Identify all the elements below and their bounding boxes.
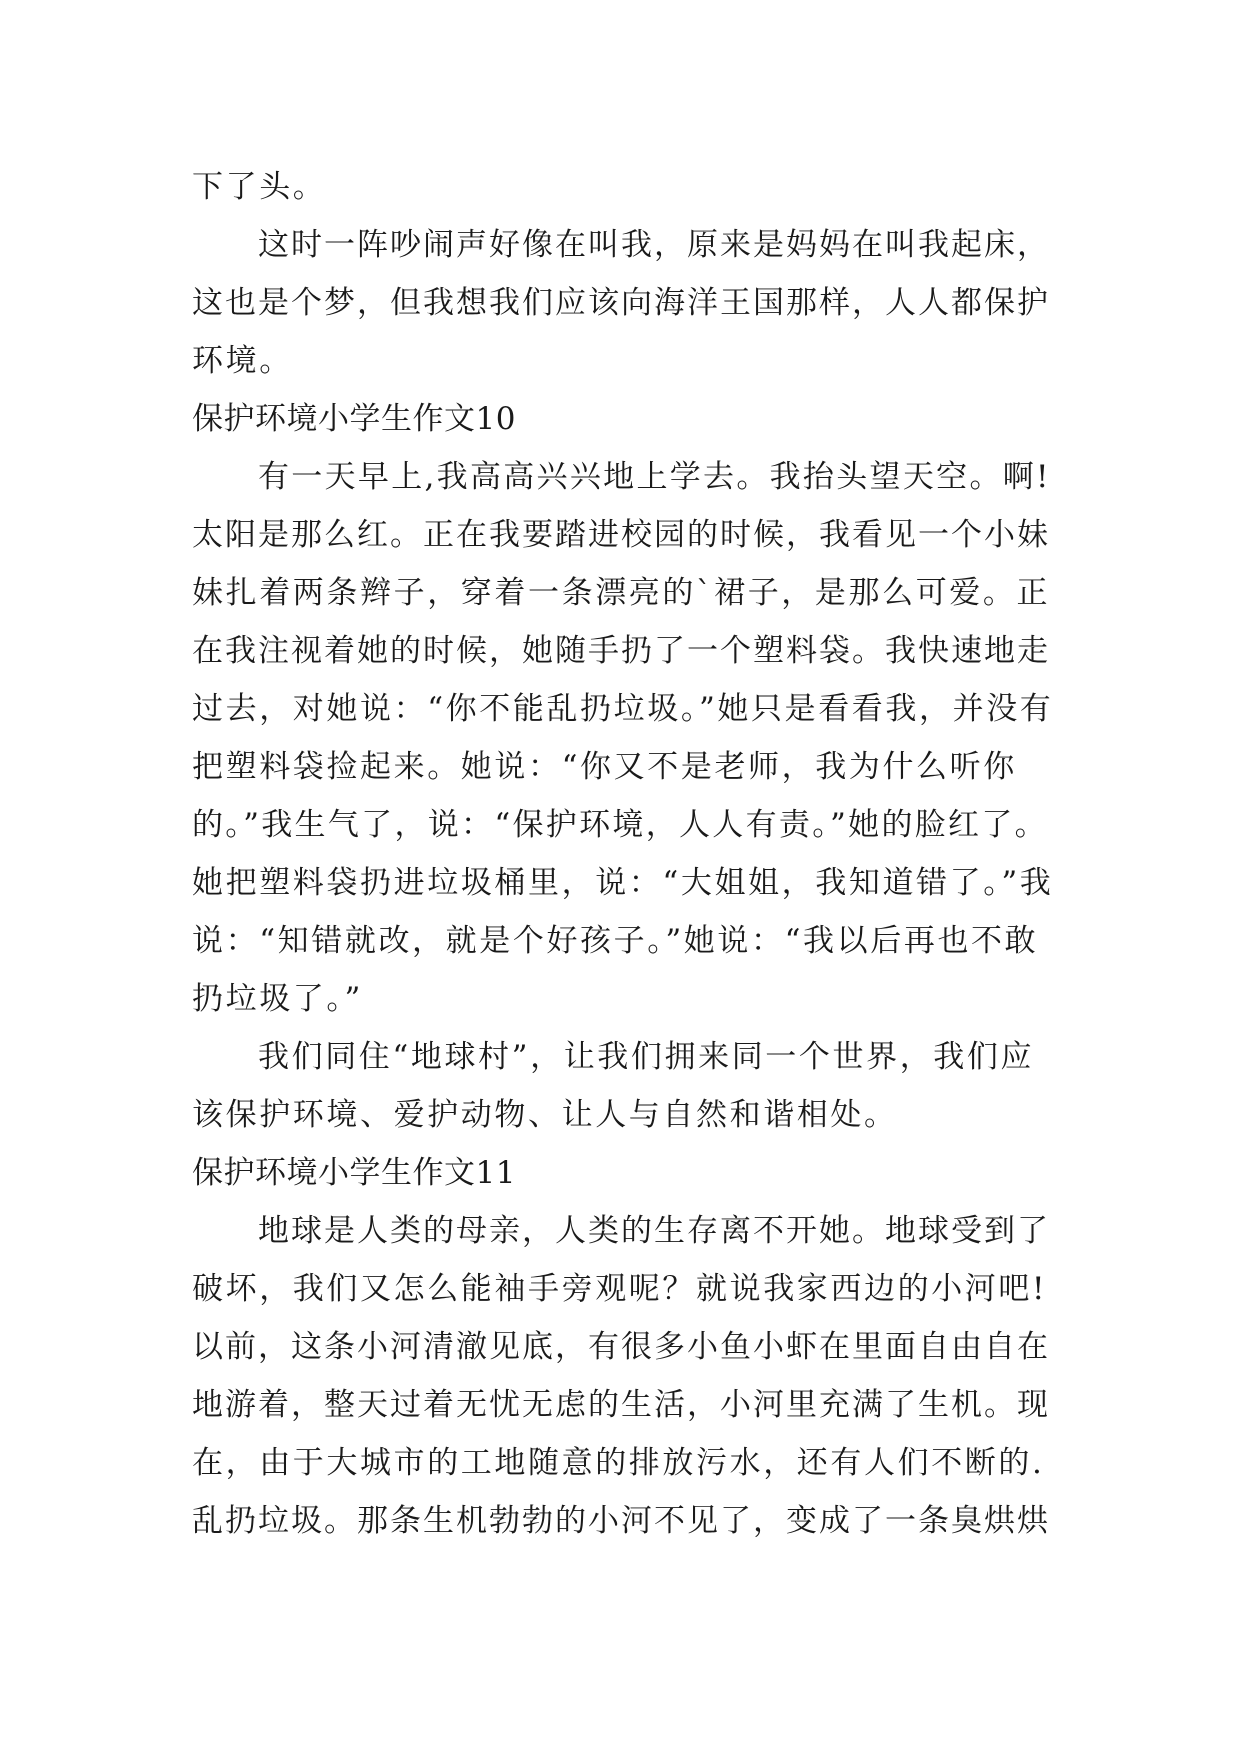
- paragraph-first-line: 有一天早上,我高高兴兴地上学去。我抬头望天空。啊!: [258, 459, 1051, 495]
- section-heading: 保护环境小学生作文11: [192, 1155, 516, 1191]
- paragraph-line: 乱扔垃圾。那条生机勃勃的小河不见了，变成了一条臭烘烘: [192, 1503, 1050, 1539]
- paragraph-line: 太阳是那么红。正在我要踏进校园的时候，我看见一个小妹: [192, 517, 1050, 553]
- paragraph-line: 下了头。: [192, 169, 327, 205]
- paragraph-line: 妹扎着两条辫子，穿着一条漂亮的`裙子，是那么可爱。正: [192, 575, 1051, 611]
- paragraph-line: 在我注视着她的时候，她随手扔了一个塑料袋。我快速地走: [192, 633, 1050, 669]
- paragraph-line: 该保护环境、爱护动物、让人与自然和谐相处。: [192, 1097, 898, 1133]
- paragraph-line: 的。”我生气了，说：“保护环境，人人有责。”她的脸红了。: [192, 807, 1048, 843]
- paragraph-line: 地游着，整天过着无忧无虑的生活，小河里充满了生机。现: [192, 1387, 1050, 1423]
- paragraph-first-line: 这时一阵吵闹声好像在叫我，原来是妈妈在叫我起床，: [258, 227, 1050, 263]
- document-body: [192, 158, 1054, 1550]
- section-heading: 保护环境小学生作文10: [192, 401, 516, 437]
- paragraph-line: 以前，这条小河清澈见底，有很多小鱼小虾在里面自由自在: [192, 1329, 1050, 1365]
- paragraph-line: 这也是个梦，但我想我们应该向海洋王国那样，人人都保护: [192, 285, 1050, 321]
- paragraph-line: 扔垃圾了。”: [192, 981, 363, 1017]
- paragraph-first-line: 我们同住“地球村”，让我们拥来同一个世界，我们应: [258, 1039, 1035, 1075]
- paragraph-line: 环境。: [192, 343, 293, 379]
- paragraph-first-line: 地球是人类的母亲，人类的生存离不开她。地球受到了: [258, 1213, 1050, 1249]
- paragraph-line: 把塑料袋捡起来。她说：“你又不是老师，我为什么听你: [192, 749, 1017, 785]
- paragraph-line: 破坏，我们又怎么能袖手旁观呢？就说我家西边的小河吧!: [192, 1271, 1048, 1307]
- paragraph-line: 在，由于大城市的工地随意的排放污水，还有人们不断的.: [192, 1445, 1045, 1481]
- paragraph-line: 她把塑料袋扔进垃圾桶里，说：“大姐姐，我知道错了。”我: [192, 865, 1054, 901]
- paragraph-line: 说：“知错就改，就是个好孩子。”她说：“我以后再也不敢: [192, 923, 1039, 959]
- paragraph-line: 过去，对她说：“你不能乱扔垃圾。”她只是看看我，并没有: [192, 691, 1054, 727]
